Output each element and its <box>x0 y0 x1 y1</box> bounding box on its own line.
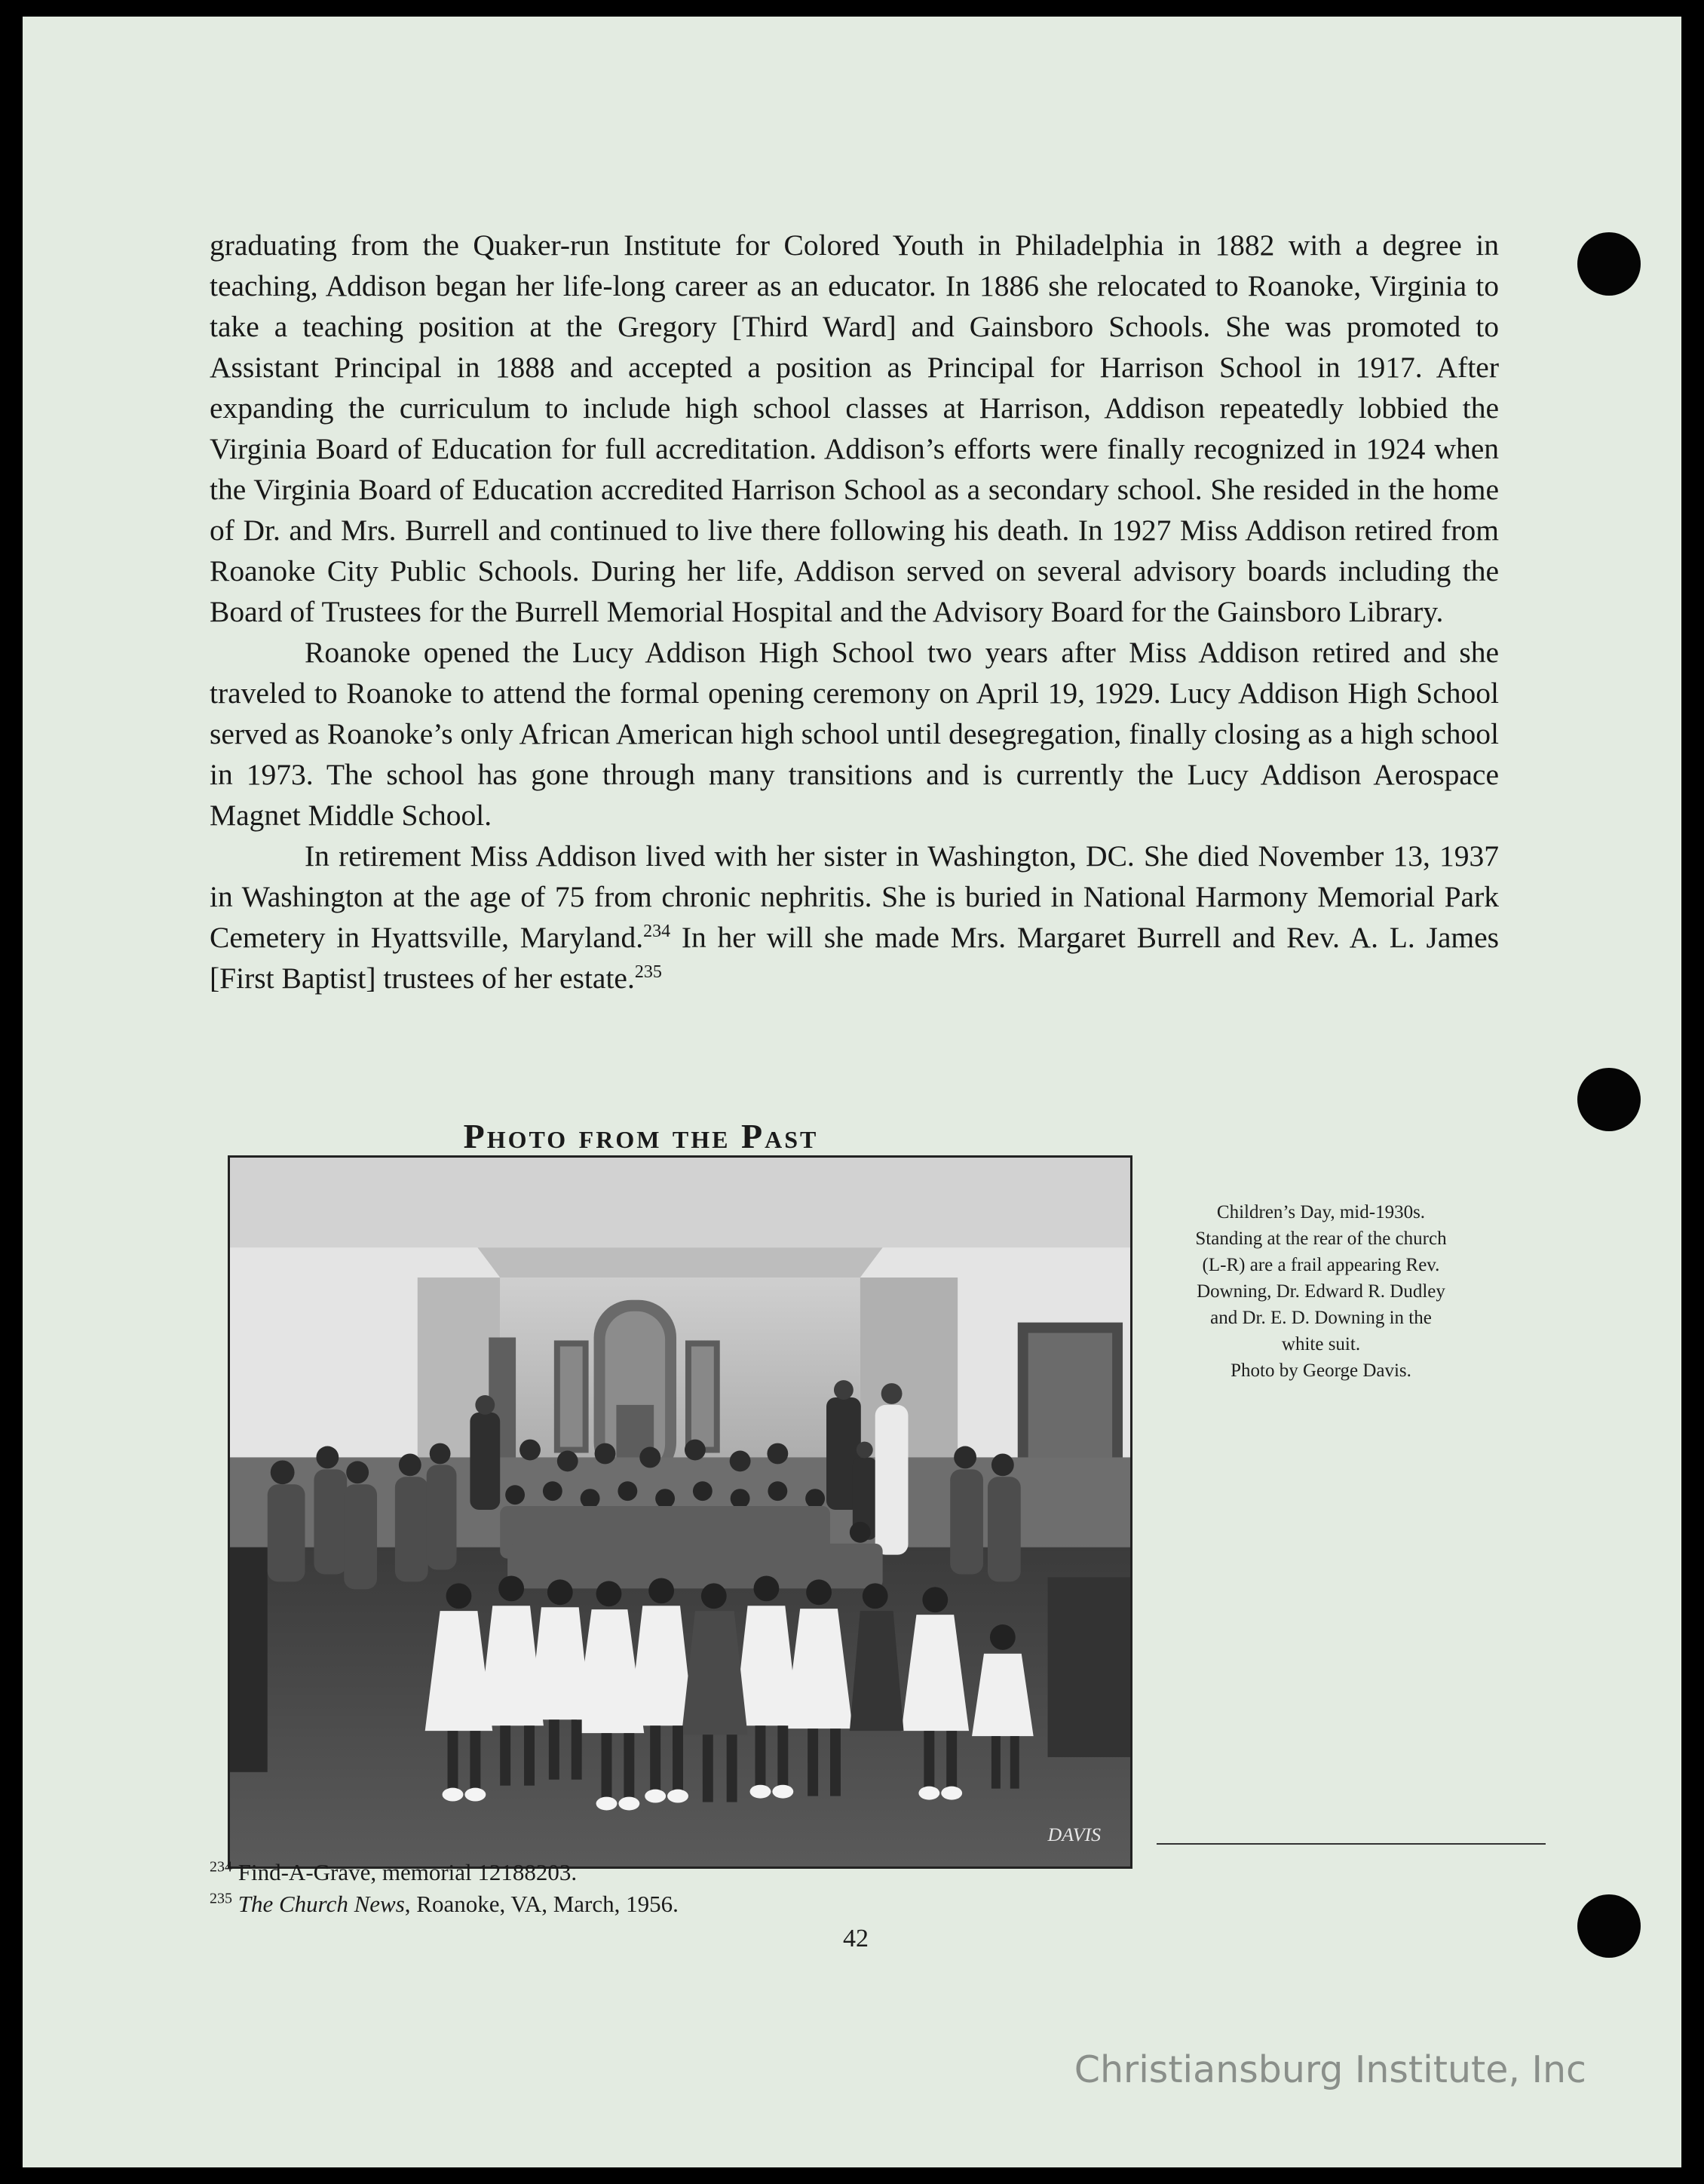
footnote-text: Find-A-Grave, memorial 12188203. <box>238 1859 578 1885</box>
paragraph-3-part-1: In retirement Miss Addison lived with her sister in Washington, DC. She died November 13, 1937 in Washington at the age of 75 from chronic nephritis. She is buried in National Harmony Memorial Park Cemetery in Hyattsville, Maryland. <box>210 839 1499 954</box>
caption-line: white suit. <box>1281 1334 1361 1354</box>
paragraph-3 <box>210 836 1499 998</box>
caption-line: Downing, Dr. Edward R. Dudley <box>1197 1281 1445 1302</box>
caption-line: Standing at the rear of the church <box>1195 1228 1447 1249</box>
photo-caption <box>1155 1199 1487 1384</box>
footnote-ref-234[interactable]: 234 <box>643 921 671 941</box>
document-page <box>23 17 1681 2167</box>
footnote-text: , Roanoke, VA, March, 1956. <box>404 1891 679 1917</box>
photographer-signature: DAVIS <box>1047 1824 1102 1846</box>
historic-photo <box>228 1155 1132 1869</box>
caption-line: and Dr. E. D. Downing in the <box>1210 1308 1432 1328</box>
caption-line: Photo by George Davis. <box>1230 1360 1411 1381</box>
paragraph-2: Roanoke opened the Lucy Addison High School two years after Miss Addison retired and she traveled to Roanoke to attend the formal opening ceremony on April 19, 1929. Lucy Addison High School served as Roanoke’s only African American high school until desegregation, finally closing as a high school in 1973. The school has gone through many transitions and is currently the Lucy Addison Aerospace Magnet Middle School. <box>210 636 1499 832</box>
paragraph-1: graduating from the Quaker-run Institute for Colored Youth in Philadelphia in 1882 with a degree in teaching, Addison began her life-long career as an educator. In 1886 she relocated to Roanoke, Virginia to take a teaching position at the Gregory [Third Ward] and Gainsboro Schools. She was promoted to Assistant Principal in 1888 and accepted a position as Principal for Harrison School in 1917. After expanding the curriculum to include high school classes at Harrison, Addison repeatedly lobbied the Virginia Board of Education for full accreditation. Addison’s efforts were finally recognized in 1924 when the Virginia Board of Education accredited Harrison School as a secondary school. She resided in the home of Dr. and Mrs. Burrell and continued to live there following his death. In 1927 Miss Addison retired from Roanoke City Public Schools. During her life, Addison served on several advisory boards including the Board of Trustees for the Burrell Memorial Hospital and the Advisory Board for the Gainsboro Library. <box>210 229 1499 628</box>
footnotes <box>210 1857 679 1920</box>
footnote-ref-235[interactable]: 235 <box>634 962 662 982</box>
caption-line: (L-R) are a frail appearing Rev. <box>1202 1255 1440 1275</box>
binder-hole-middle <box>1577 1068 1641 1131</box>
photo-section-heading: Photo from the Past <box>463 1117 819 1155</box>
watermark: Christiansburg Institute, Inc <box>1074 2048 1586 2091</box>
footnote-divider <box>1157 1843 1546 1845</box>
body-text <box>210 225 1499 998</box>
footnote-publication-title: The Church News <box>238 1891 405 1917</box>
footnote-number: 234 <box>210 1858 232 1876</box>
paragraph-3-part-2: In her will she made Mrs. Margaret Burrell and Rev. A. L. James [First Baptist] trustees of her estate. <box>210 921 1499 995</box>
footnote-234 <box>210 1857 679 1888</box>
caption-line: Children’s Day, mid-1930s. <box>1216 1202 1426 1222</box>
binder-hole-bottom <box>1577 1894 1641 1958</box>
page-number: 42 <box>843 1925 869 1952</box>
binder-hole-top <box>1577 232 1641 296</box>
footnote-number: 235 <box>210 1890 232 1907</box>
footnote-235 <box>210 1888 679 1920</box>
church-group-photo-illustration <box>230 1158 1130 1867</box>
